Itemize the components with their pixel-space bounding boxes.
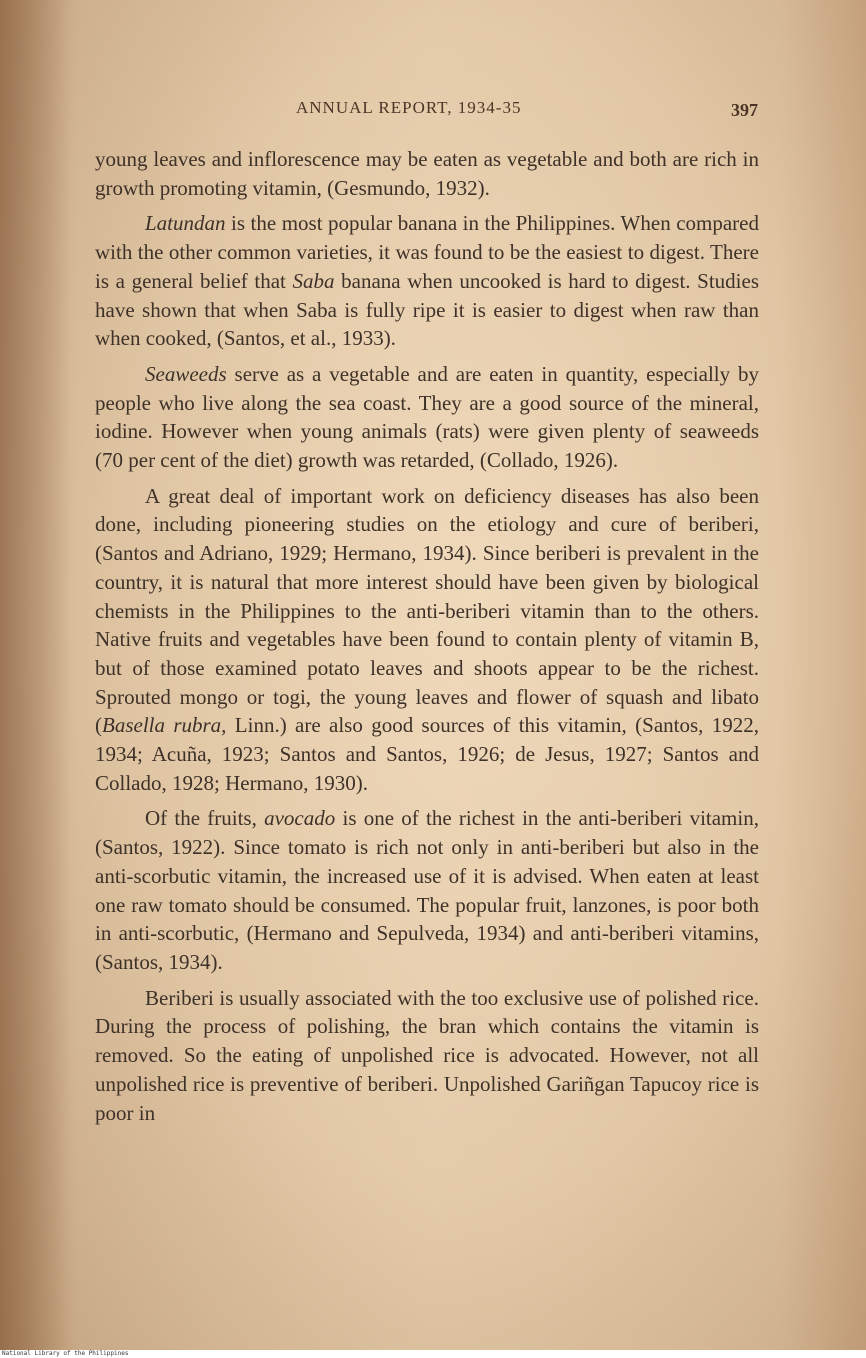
paragraph-2: Latundan is the most popular banana in the Philippines. When compared with the other common varieties, it was found to be the easiest to digest. There is a general belief that Saba banana when uncooked is hard to digest. Studies have shown that when Saba is fully ripe it is easier to digest when raw than when cooked, (Santos, et al., 1933).: [95, 211, 760, 351]
paragraph-5: Of the fruits, avocado is one of the richest in the anti-beriberi vitamin, (Santos, 1922). Since tomato is rich not only in anti-beriberi but also in the anti-scorbutic vitamin, the increased use of it is advised. When eaten at least one raw tomato should be consumed. The popular fruit, lanzones, is poor both in anti-scorbutic, (Hermano and Sepulveda, 1934) and anti-beriberi vitamins, (Santos, 1934).: [95, 806, 759, 974]
body-text: [95, 145, 759, 1134]
library-watermark: National Library of the Philippines: [0, 1350, 866, 1358]
term-latundan: Latundan: [145, 211, 226, 236]
term-basella-rubra: Basella rubra,: [102, 713, 227, 738]
term-seaweeds: Seaweeds: [145, 361, 227, 386]
running-head: ANNUAL REPORT, 1934-35: [296, 98, 522, 117]
paragraph-6: Beriberi is usually associated with the too exclusive use of polished rice. During the process of polishing, the bran which contains the vitamin is removed. So the eating of unpolished rice is advocated. However, not all unpolished rice is preventive of beriberi. Unpolished Gariñgan Tapucoy rice is poor in: [95, 985, 759, 1125]
page-number: 397: [731, 100, 758, 120]
paragraph-3: Seaweeds serve as a vegetable and are eaten in quantity, especially by people who live along the sea coast. They are a good source of the mineral, iodine. However when young animals (rats) were given plenty of seaweeds (70 per cent of the diet) growth was retarded, (Collado, 1926).: [95, 361, 759, 473]
paragraph-1: young leaves and inflorescence may be eaten as vegetable and both are rich in growth promoting vitamin, (Gesmundo, 1932).: [95, 147, 759, 200]
paragraph-4: A great deal of important work on deficiency diseases has also been done, including pioneering studies on the etiology and cure of beriberi, (Santos and Adriano, 1929; Hermano, 1934). Since beriberi is prevalent in the country, it is natural that more interest should have been given by biological chemists in the Philippines to the anti-beriberi vitamin than to the others. Native fruits and vegetables have been found to contain plenty of vitamin B, but of those examined potato leaves and shoots appear to be the richest. Sprouted mongo or togi, the young leaves and flower of squash and libato (Basella rubra, Linn.) are also good sources of this vitamin, (Santos, 1922, 1934; Acuña, 1923; Santos and Santos, 1926; de Jesus, 1927; Santos and Collado, 1928; Hermano, 1930).: [95, 483, 759, 795]
term-saba: Saba: [292, 268, 335, 293]
binding-shadow: [0, 0, 70, 1350]
page-header: [96, 98, 758, 128]
term-avocado: avocado: [264, 806, 336, 831]
